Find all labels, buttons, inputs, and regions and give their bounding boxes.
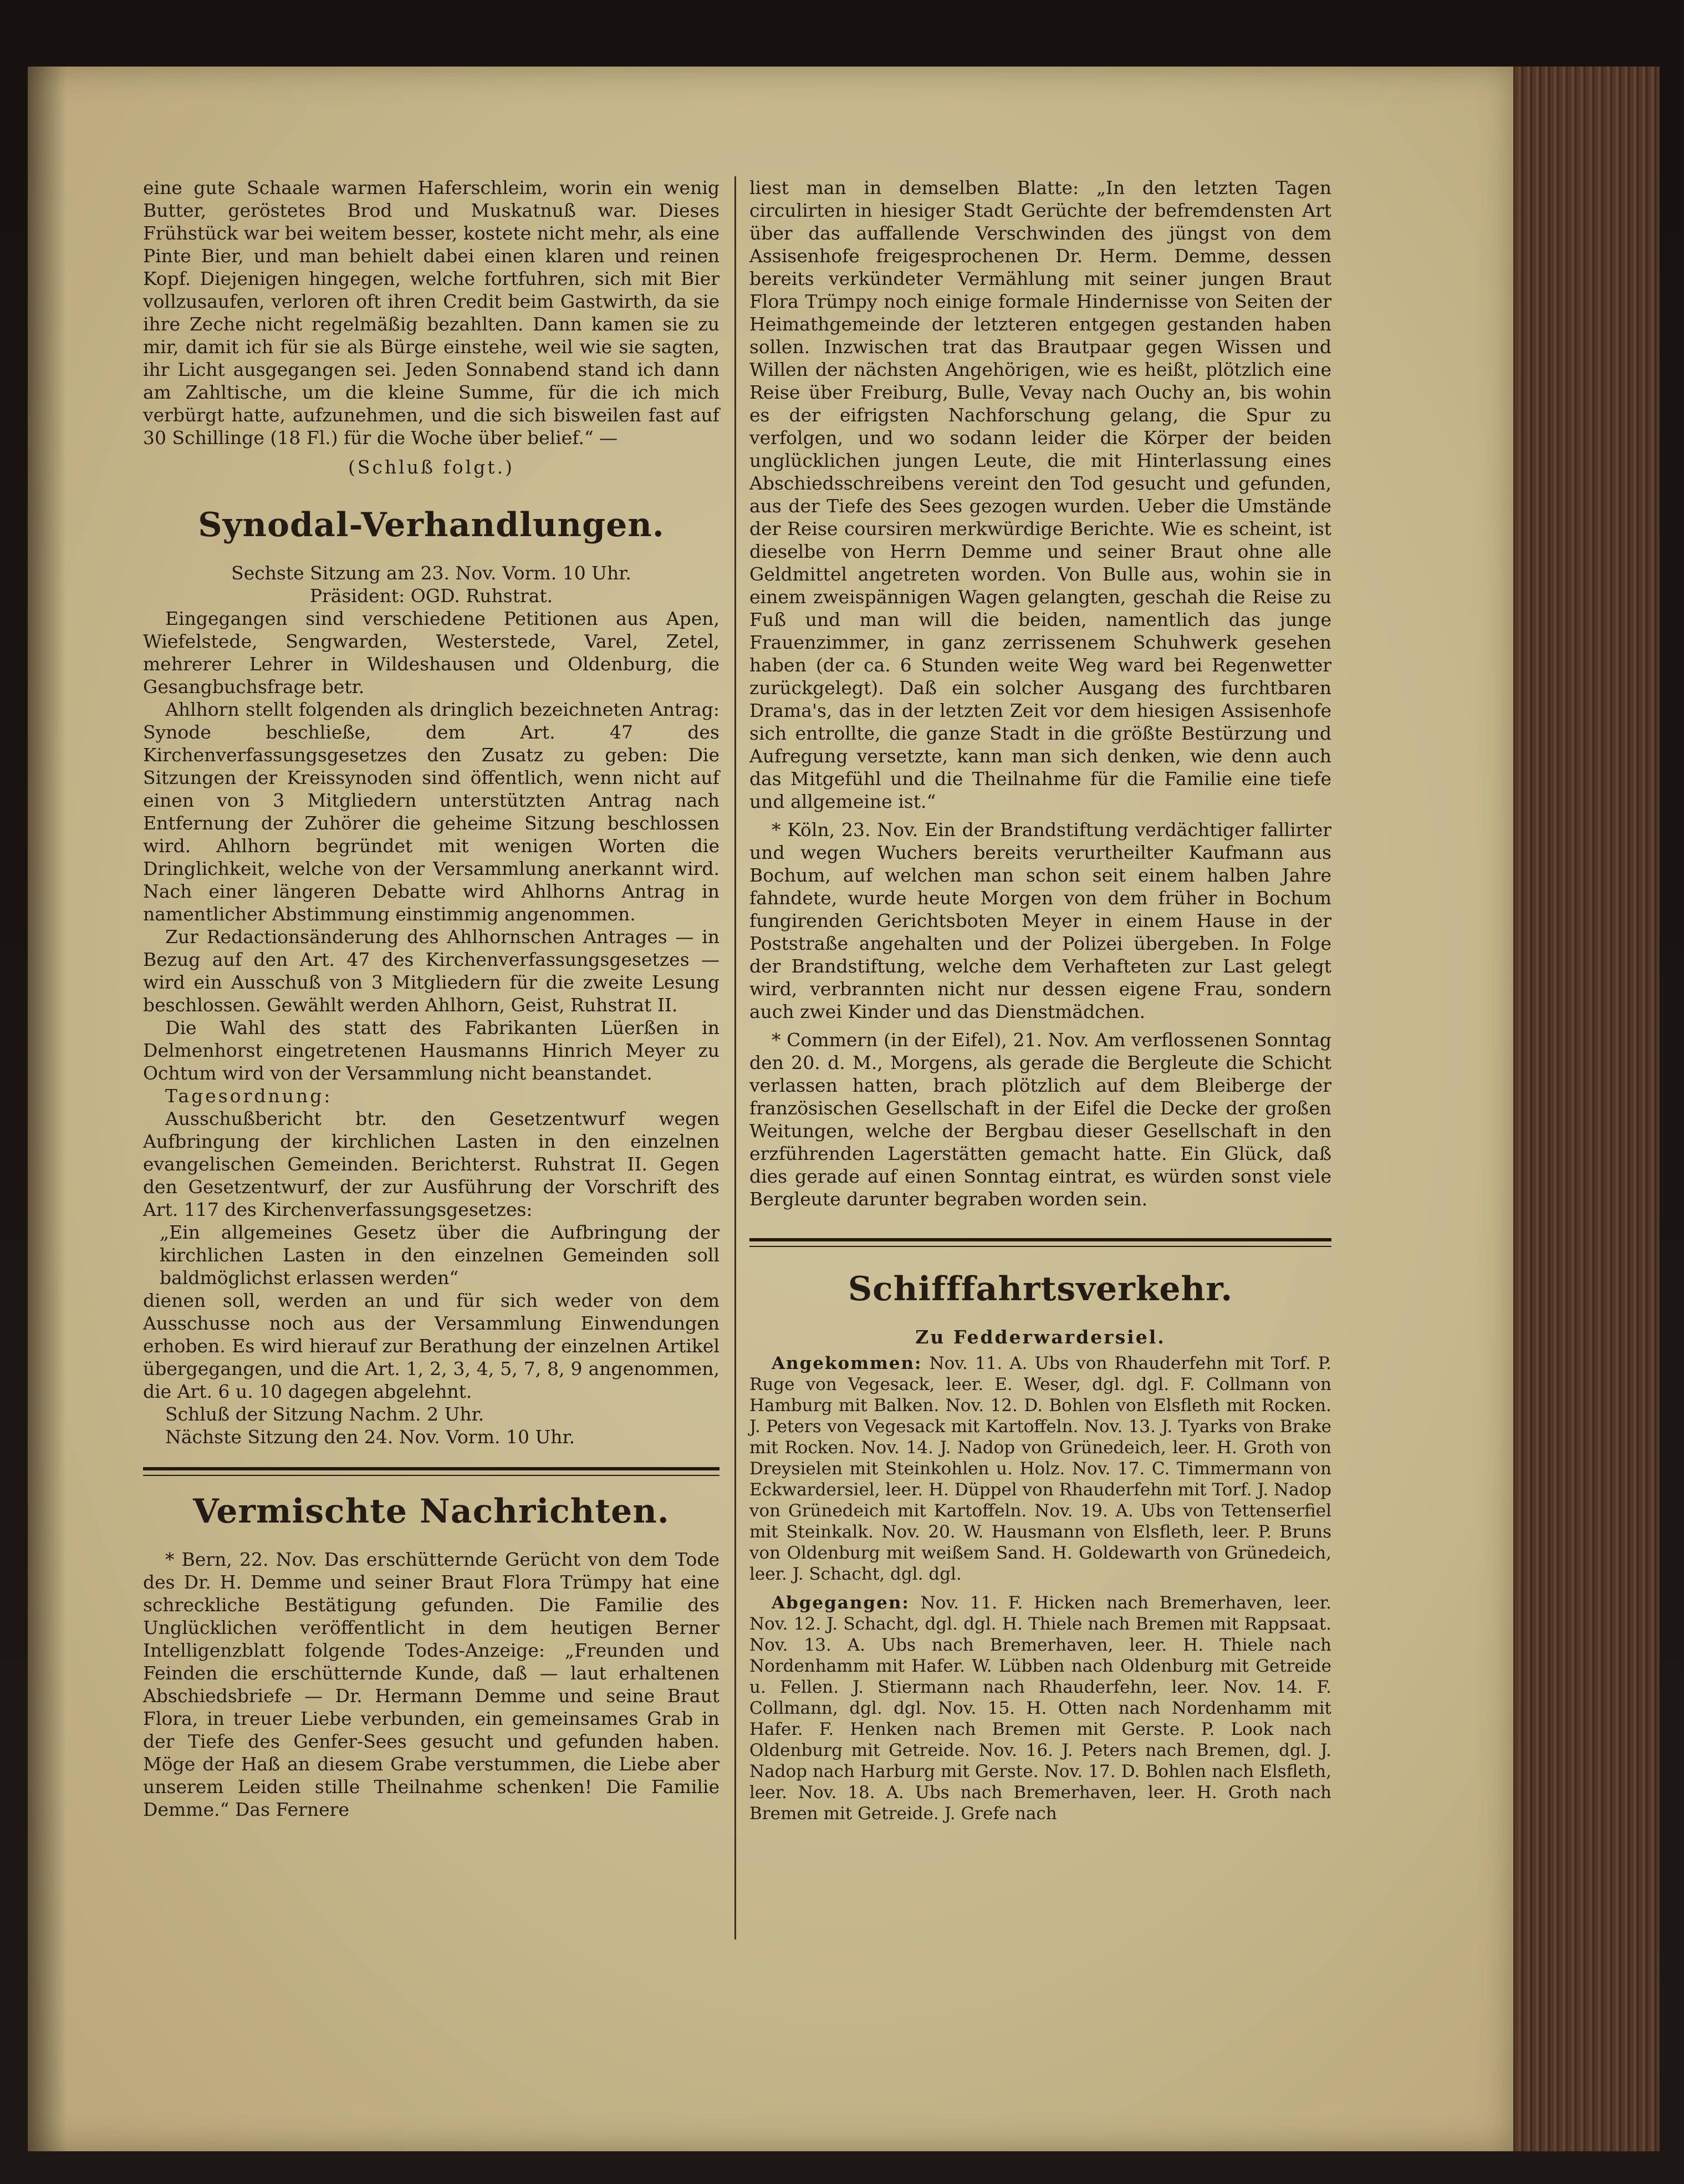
schifffahrt-heading: Schifffahrtsverkehr. [848,1270,1233,1309]
agenda-label: Tagesordnung: [165,1085,333,1107]
deliberation-paragraph: dienen soll, werden an und für sich weder von dem Ausschusse noch aus der Versammlung Einwendungen erhoben. Es wird hierauf zur Berathung der einzelnen Artikel übergegangen, und die Art. 1, 2, 3, 4, 5, 7, 8, 9 angenommen, die Art. 6 u. 10 dagegen abgelehnt. [143,1290,719,1402]
column-divider [734,176,736,1939]
koeln-news-paragraph: * Köln, 23. Nov. Ein der Brandstiftung verdächtiger fallirter und wegen Wuchers bereits verurtheilter Kaufmann aus Bochum, auf welchen man schon seit einem halben Jahre fahndete, wurde heute Morgen von dem früher in Bochum fungirenden Gerichtsboten Meyer in einem Hause in der Poststraße angehalten und der Polizei übergeben. In Folge der Brandstiftung, welche dem Verhafteten zur Last gelegt wird, verbrannten nicht nur dessen eigene Frau, sondern auch zwei Kinder und das Dienstmädchen. [749,819,1331,1022]
departures-text: Nov. 11. F. Hicken nach Bremerhaven, leer. Nov. 12. J. Schacht, dgl. dgl. H. Thiele nach Bremen mit Rappsaat. Nov. 13. A. Ubs nach Bremerhaven, leer. H. Thiele nach Nordenhamm mit Hafer. W. Lübben nach Oldenburg mit Getreide u. Fellen. J. Stiermann nach Rhauderfehn, leer. Nov. 14. F. Collmann, dgl. dgl. Nov. 15. H. Otten nach Nordenhamm mit Hafer. F. Henken nach Bremen mit Gerste. P. Look nach Oldenburg mit Getreide. Nov. 16. J. Peters nach Bremen, dgl. J. Nadop nach Harburg mit Gerste. Nov. 17. D. Bohlen nach Elsfleth, leer. Nov. 18. A. Ubs nach Bremerhaven, leer. H. Groth nach Bremen mit Getreide. J. Grefe nach [749,1593,1332,1824]
president-line: Präsident: OGD. Ruhstrat. [309,585,553,607]
commern-news-paragraph: * Commern (in der Eifel), 21. Nov. Am verflossenen Sonntag den 20. d. M., Morgens, als gerade die Bergleute die Schicht verlassen hatten, brach plötzlich auf dem Bleiberge der französischen Gesellschaft in der Eifel die Decke der großen Weitungen, welche der Bergbau dieser Gesellschaft in den erzführenden Lagerstätten gemacht hatte. Ein Glück, daß dies gerade auf einen Sonntag eintrat, es würden sonst viele Bergleute darunter begraben worden sein. [749,1029,1331,1210]
election-paragraph: Die Wahl des statt des Fabrikanten Lüerßen in Delmenhorst eingetretenen Hausmanns Hinrich Meyer zu Ochtum wird von der Versammlung nicht beanstandet. [143,1017,719,1084]
section-rule-right [749,1238,1331,1247]
fedderwardersiel-subheading: Zu Fedderwardersiel. [915,1326,1166,1348]
continued-note: (Schluß folgt.) [348,456,514,478]
vermischte-heading: Vermischte Nachrichten. [193,1492,670,1531]
ahlhorn-motion-paragraph: Ahlhorn stellt folgenden als dringlich bezeichneten Antrag: Synode beschließe, dem Art. 47 des Kirchenverfassungsgesetzes den Zusatz zu geben: Die Sitzungen der Kreissynoden sind öffentlich, wenn nicht auf einen von 3 Mitgliedern unterstützten Antrag nach Entfernung der Zuhörer die geheime Sitzung beschlossen wird. Ahlhorn begründet mit wenigen Worten die Dringlichkeit, welche von der Versammlung anerkannt wird. Nach einer längeren Debatte wird Ahlhorns Antrag in namentlicher Abstimmung einstimmig angenommen. [143,699,719,925]
binding-shadow [28,67,67,2151]
arrivals-paragraph [749,1353,1331,1585]
petitions-paragraph: Eingegangen sind verschiedene Petitionen aus Apen, Wiefelstede, Sengwarden, Westerstede, Varel, Zetel, mehrerer Lehrer in Wildeshausen und Oldenburg, die Gesangbuchsfrage betr. [143,608,719,698]
section-rule [143,1467,719,1476]
session-line: Sechste Sitzung am 23. Nov. Vorm. 10 Uhr. [231,562,631,584]
redaction-paragraph: Zur Redactionsänderung des Ahlhornschen Antrages — in Bezug auf den Art. 47 des Kirchenverfassungsgesetzes — wird ein Ausschuß von 3 Mitgliedern für die zweite Lesung beschlossen. Gewählt werden Ahlhorn, Geist, Ruhstrat II. [143,926,719,1016]
departures-paragraph [749,1592,1331,1824]
left-column [143,176,719,1821]
committee-report-paragraph: Ausschußbericht btr. den Gesetzentwurf wegen Aufbringung der kirchlichen Lasten in den einzelnen evangelischen Gemeinden. Berichterst. Ruhstrat II. Gegen den Gesetzentwurf, der zur Ausführung der Vorschrift des Art. 117 des Kirchenverfassungsgesetzes: [143,1108,719,1220]
next-session-line: Nächste Sitzung den 24. Nov. Vorm. 10 Uhr. [165,1426,575,1448]
departures-label: Abgegangen: [772,1593,910,1613]
bern-news-continuation: liest man in demselben Blatte: „In den letzten Tagen circulirten in hiesiger Stadt Gerüchte der befremdensten Art über das auffallende Verschwinden des jüngst von dem Assisenhofe freigesprochenen Dr. Herm. Demme, dessen bereits verkündeter Vermählung mit seiner jungen Braut Flora Trümpy noch einige formale Hindernisse von Seiten der Heimathgemeinde der letzteren entgegen gestanden haben sollen. Inzwischen trat das Brautpaar gegen Wissen und Willen der nächsten Angehörigen, wie es heißt, plötzlich eine Reise über Freiburg, Bulle, Vevay nach Ouchy an, bis wohin es der eifrigsten Nachforschung gelang, die Spur zu verfolgen, und wo sodann leider die Körper der beiden unglücklichen jungen Leute, die mit Hinterlassung eines Abschiedsschreibens vereint den Tod gesucht und gefunden, aus der Tiefe des Sees gezogen wurden. Ueber die Umstände der Reise coursiren merkwürdige Berichte. Wie es scheint, ist dieselbe von Herrn Demme und seiner Braut ohne alle Geldmittel angetreten worden. Von Bulle aus, wohin sie in einem zweispännigen Wagen gelangten, geschah die Reise zu Fuß und man will die beiden, namentlich das junge Frauenzimmer, in ganz zerrissenem Schuhwerk gesehen haben (der ca. 6 Stunden weite Weg ward bei Regenwetter zurückgelegt). Daß ein solcher Ausgang des furchtbaren Drama's, das in der letzten Zeit vor dem hiesigen Assisenhofe sich entrollte, die ganze Stadt in die größte Bestürzung und Aufregung versetzte, kann man sich denken, wie denn auch das Mitgefühl und die Theilnahme für die Familie eine tiefe und allgemeine ist.“ [749,177,1331,812]
bern-news-paragraph: * Bern, 22. Nov. Das erschütternde Gerücht von dem Tode des Dr. H. Demme und seiner Braut Flora Trümpy hat eine schreckliche Bestätigung gefunden. Die Familie des Unglücklichen veröffentlicht in dem heutigen Berner Intelligenzblatt folgende Todes-Anzeige: „Freunden und Feinden die erschütternde Kunde, daß — laut erhaltenen Abschiedsbriefe — Dr. Hermann Demme und seine Braut Flora, in treuer Liebe verbunden, ein gemeinsames Grab in der Tiefe des Genfer-Sees gesucht und gefunden haben. Möge der Haß an diesem Grabe verstummen, die Liebe aber unserem Leiden stille Theilnahme schenken! Die Familie Demme.“ Das Fernere [143,1549,719,1820]
arrivals-label: Angekommen: [772,1353,922,1373]
story-continuation: eine gute Schaale warmen Haferschleim, worin ein wenig Butter, geröstetes Brod und Muskatnuß war. Dieses Frühstück war bei weitem besser, kostete nicht mehr, als eine Pinte Bier, und man behielt dabei einen klaren und reinen Kopf. Diejenigen hingegen, welche fortfuhren, sich mit Bier vollzusaufen, verloren oft ihren Credit beim Gastwirth, da sie ihre Zeche nicht regelmäßig bezahlten. Dann kamen sie zu mir, damit ich für sie als Bürge einstehe, weil wie sie sagten, ihr Licht ausgegangen sei. Jeden Sonnabend stand ich dann am Zahltische, um die kleine Summe, für die ich mich verbürgt hatte, aufzunehmen, und die sich bisweilen fast auf 30 Schillinge (18 Fl.) für die Woche über belief.“ — [143,177,719,449]
book-edge [1497,67,1660,2151]
session-close-line: Schluß der Sitzung Nachm. 2 Uhr. [165,1403,484,1425]
law-quote: „Ein allgemeines Gesetz über die Aufbringung der kirchlichen Lasten in den einzelnen Gemeinden soll baldmöglichst erlassen werden“ [160,1221,719,1289]
right-column [749,176,1331,1824]
arrivals-text: Nov. 11. A. Ubs von Rhauderfehn mit Torf. P. Ruge von Vegesack, leer. E. Weser, dgl. dgl. F. Collmann von Hamburg mit Balken. Nov. 12. D. Bohlen von Elsfleth mit Rocken. J. Peters von Vegesack mit Kartoffeln. Nov. 13. J. Tyarks von Brake mit Rocken. Nov. 14. J. Nadop von Grünedeich, leer. H. Groth von Dreysielen mit Steinkohlen u. Holz. Nov. 17. C. Timmermann von Eckwardersiel, leer. H. Düppel von Rhauderfehn mit Torf. J. Nadop von Grünedeich mit Kartoffeln. Nov. 19. A. Ubs von Tettenserfiel mit Steinkalk. Nov. 20. W. Hausmann von Elsfleth, leer. P. Bruns von Oldenburg mit weißem Sand. H. Goldewarth von Grünedeich, leer. J. Schacht, dgl. dgl. [749,1353,1332,1584]
synodal-heading: Synodal-Verhandlungen. [198,506,665,544]
